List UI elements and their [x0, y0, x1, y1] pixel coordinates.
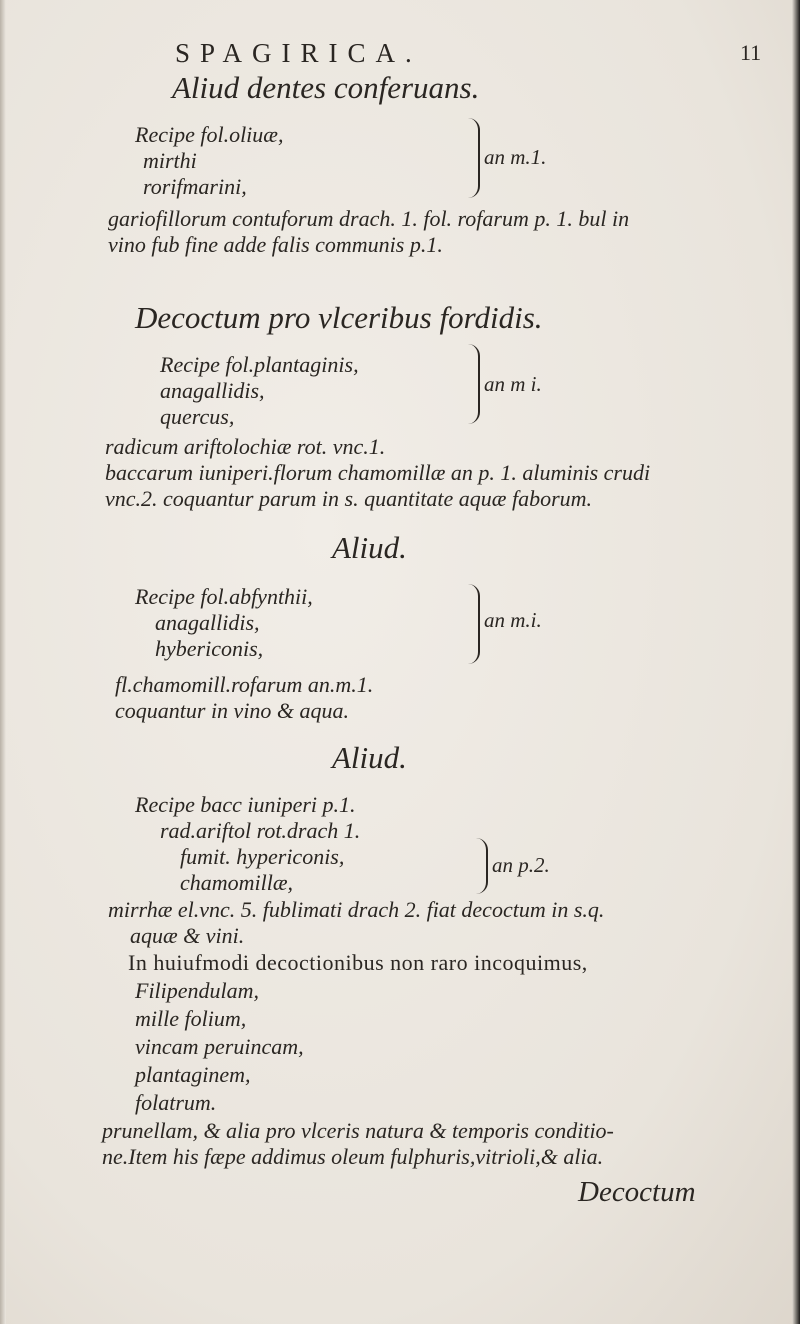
recipe-line: hybericonis, [155, 636, 264, 661]
page-gutter-shadow [0, 0, 6, 1324]
recipe-line: anagallidis, [160, 378, 265, 403]
section-title: Aliud. [332, 740, 407, 775]
brace-label: an m.1. [484, 145, 547, 169]
recipe-line: rad.ariftol rot.drach 1. [160, 818, 361, 843]
recipe-line: coquantur in vino & aqua. [115, 698, 350, 723]
paragraph-intro: In huiufmodi decoctionibus non raro incoquimus, [128, 950, 588, 975]
brace [466, 838, 488, 894]
recipe-line: Recipe fol.abfynthii, [135, 584, 313, 609]
brace-label: an p.2. [492, 853, 550, 877]
recipe-line: mirrhæ el.vnc. 5. fublimati drach 2. fiat decoctum in s.q. [108, 897, 605, 922]
recipe-line: quercus, [160, 404, 235, 429]
paragraph-line: prunellam, & alia pro vlceris natura & temporis conditio- [102, 1118, 614, 1143]
page-edge-shadow [792, 0, 800, 1324]
recipe-line: chamomillæ, [180, 870, 294, 895]
page-number: 11 [740, 40, 762, 65]
recipe-line: mirthi [143, 148, 197, 173]
list-item: vincam peruincam, [135, 1034, 304, 1059]
paragraph-line: ne.Item his fæpe addimus oleum fulphuris,vitrioli,& alia. [102, 1144, 604, 1169]
recipe-line: Recipe fol.plantaginis, [160, 352, 359, 377]
section-title: Aliud dentes conferuans. [172, 70, 480, 105]
recipe-line: aquæ & vini. [130, 923, 245, 948]
recipe-line: rorifmarini, [143, 174, 247, 199]
brace-label: an m.i. [484, 608, 542, 632]
recipe-line: radicum ariftolochiæ rot. vnc.1. [105, 434, 386, 459]
brace [458, 344, 480, 424]
brace-label: an m i. [484, 372, 542, 396]
recipe-line: vnc.2. coquantur parum in s. quantitate aquæ faborum. [105, 486, 593, 511]
running-title: SPAGIRICA. [175, 38, 422, 68]
brace [458, 584, 480, 664]
section-title: Decoctum pro vlceribus fordidis. [135, 300, 543, 335]
list-item: folatrum. [135, 1090, 217, 1115]
recipe-line: fl.chamomill.rofarum an.m.1. [115, 672, 374, 697]
recipe-line: fumit. hypericonis, [180, 844, 345, 869]
catchword: Decoctum [578, 1176, 696, 1208]
recipe-line: baccarum iuniperi.florum chamomillæ an p. 1. aluminis crudi [105, 460, 651, 485]
brace [458, 118, 480, 198]
recipe-line: Recipe bacc iuniperi p.1. [135, 792, 356, 817]
list-item: Filipendulam, [135, 978, 260, 1003]
list-item: mille folium, [135, 1006, 247, 1031]
recipe-line: Recipe fol.oliuæ, [135, 122, 284, 147]
list-item: plantaginem, [135, 1062, 251, 1087]
recipe-line: vino fub fine adde falis communis p.1. [108, 232, 443, 257]
recipe-line: anagallidis, [155, 610, 260, 635]
section-title: Aliud. [332, 530, 407, 565]
recipe-line: gariofillorum contuforum drach. 1. fol. rofarum p. 1. bul in [108, 206, 630, 231]
